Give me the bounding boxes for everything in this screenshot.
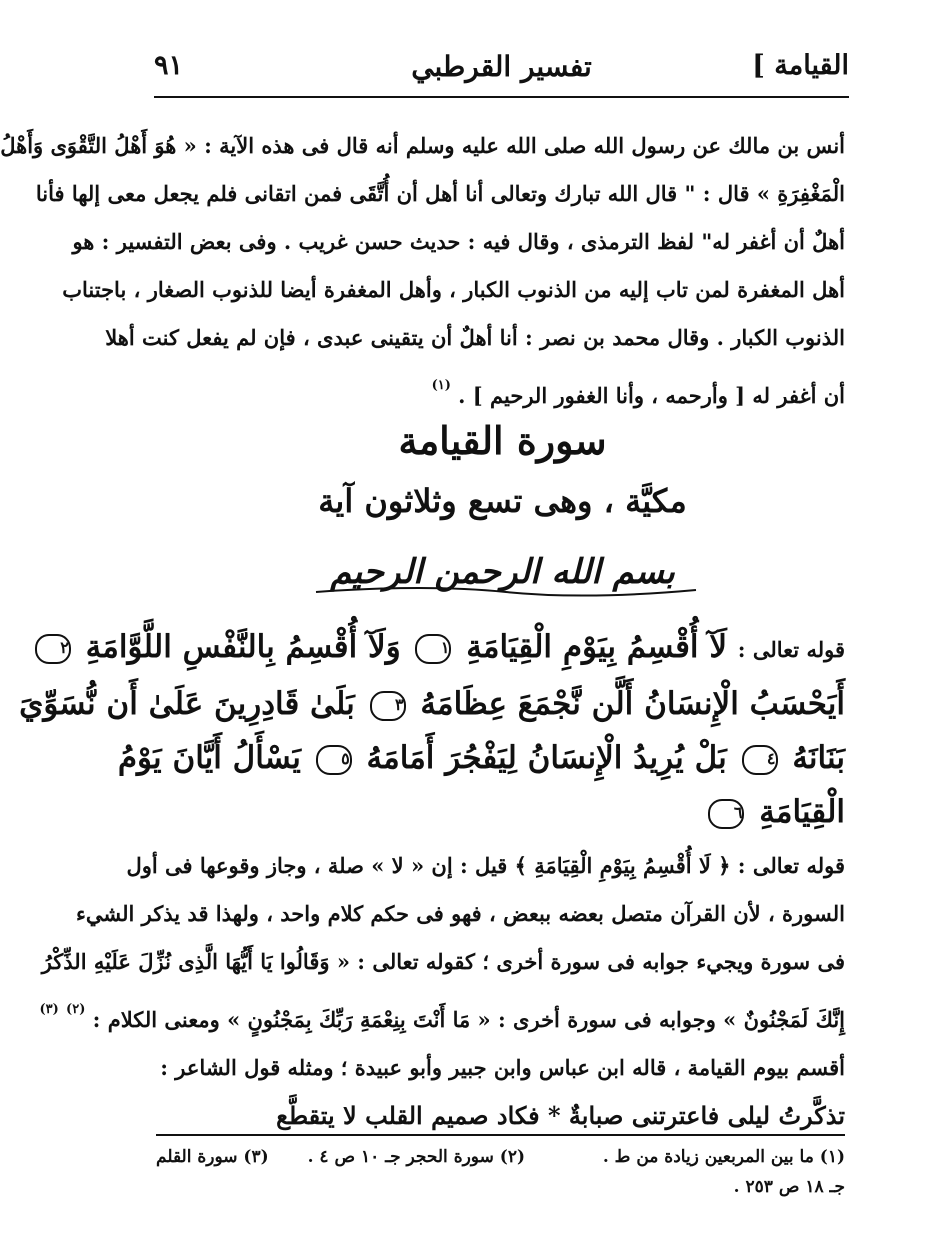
top-paragraph (0, 122, 845, 420)
ayah-marker: ٣ (370, 691, 406, 721)
text-line-content: إِنَّكَ لَمَجْنُونٌ » وجوابه فى سورة أخرى : « مَا أَنْتَ بِنِعْمَةِ رَبِّكَ بِمَجْنُونٍ » ومعنى الكلام : (92, 1007, 845, 1032)
text-line-content: أن أغفر له [ وأرحمه ، وأنا الغفور الرحيم ] . (458, 383, 845, 408)
footnote-ref: (١) (431, 378, 451, 393)
verse-text: الْقِيَامَةِ (759, 794, 845, 830)
page-number: ٩١ (154, 50, 184, 81)
verse-line (117, 731, 845, 785)
text-line: الذنوب الكبار . وقال محمد بن نصر : أنا أهلٌ أن يتقينى عبدى ، فإن لم يفعل كنت أهلا (105, 325, 845, 350)
footnote-2: (٢) سورة الحجر جـ ١٠ ص ٤ . (307, 1147, 525, 1167)
verse-text: أَيَحْسَبُ الْإِنسَانُ أَلَّن نَّجْمَعَ عِظَامَهُ (420, 686, 845, 722)
header-surah-name: القيامة ] (752, 50, 849, 81)
verse-text: بَلَىٰ قَادِرِينَ عَلَىٰ أَن نُّسَوِّيَ (19, 686, 355, 722)
header-rule (154, 96, 849, 98)
footnote-row (156, 1142, 845, 1172)
basmala: بسم الله الرحمن الرحيم (330, 552, 675, 592)
verse-block (19, 620, 845, 839)
verse-text: لَآ أُقْسِمُ بِيَوْمِ الْقِيَامَةِ (466, 629, 727, 665)
verse-text: بَلْ يُرِيدُ الْإِنسَانُ لِيَفْجُرَ أَمَامَهُ (366, 740, 727, 776)
verse-line (160, 785, 845, 839)
running-header (154, 44, 849, 90)
commentary-paragraph (39, 842, 845, 1140)
verse-text: بَنَانَهُ (792, 740, 845, 776)
text-line: أقسم بيوم القيامة ، قاله ابن عباس وابن جبير وأبو عبيدة ؛ ومثله قول الشاعر : (160, 1055, 845, 1080)
text-line (39, 986, 845, 1044)
footnotes (156, 1142, 845, 1202)
text-line: السورة ، لأن القرآن متصل بعضه ببعض ، فهو فى حكم كلام واحد ، ولهذا قد يذكر الشيء (76, 901, 845, 926)
footnote-3: (٣) سورة القلم (156, 1147, 269, 1167)
verse-line (60, 620, 845, 677)
footnote-3-continuation: جـ ١٨ ص ٢٥٣ . (733, 1177, 845, 1197)
footnote-rule (156, 1134, 845, 1136)
ayah-marker: ٤ (742, 745, 778, 775)
text-line: أهل المغفرة لمن تاب إليه من الذنوب الكبار ، وأهل المغفرة أيضا للذنوب الصغار ، باجتناب (62, 277, 845, 302)
verse-intro: قوله تعالى : (737, 637, 845, 662)
text-line (156, 362, 845, 420)
header-book-title: تفسير القرطبي (411, 50, 592, 83)
text-line: فى سورة ويجيء جوابه فى سورة أخرى ؛ كقوله تعالى : « وَقَالُوا يَا أَيُّهَا الَّذِى نُزِّلَ عَلَيْهِ الذِّكْرُ (41, 949, 845, 974)
footnote-row (156, 1172, 845, 1202)
text-line: الْمَغْفِرَةِ » قال : " قال الله تبارك وتعالى أنا أهل أن أُتَّقَى فمن اتقانى فلم يجعل معى إلها فأنا (35, 181, 845, 206)
poetry-verse: تذكَّرتُ ليلى فاعترتنى صبابةٌ * فكاد صميم القلب لا يتقطَّع (276, 1101, 845, 1130)
text-line: قوله تعالى : ﴿ لَا أُقْسِمُ بِيَوْمِ الْقِيَامَةِ ﴾ قيل : إن « لا » صلة ، وجاز وقوعها فى أول (126, 853, 845, 878)
verse-text: وَلَآ أُقْسِمُ بِالنَّفْسِ اللَّوَّامَةِ (85, 629, 401, 665)
footnote-ref: (٣) (39, 1002, 59, 1017)
footnote-1: (١) ما بين المربعين زيادة من ط . (602, 1147, 845, 1167)
ayah-marker: ٥ (316, 745, 352, 775)
footnote-ref: (٢) (66, 1002, 86, 1017)
ayah-marker: ٢ (35, 634, 71, 664)
verse-text: يَسْأَلُ أَيَّانَ يَوْمُ (117, 740, 301, 776)
text-line: أهلٌ أن أغفر له" لفظ الترمذى ، وقال فيه : حديث حسن غريب . وفى بعض التفسير : هو (72, 229, 845, 254)
surah-title: سورة القيامة (398, 418, 607, 463)
ayah-marker: ٦ (708, 799, 744, 829)
ayah-marker: ١ (415, 634, 451, 664)
text-line: أنس بن مالك عن رسول الله صلى الله عليه وسلم أنه قال فى هذه الآية : « هُوَ أَهْلُ التَّقْوَى وَأَهْلُ (0, 133, 845, 158)
verse-line (19, 677, 845, 731)
surah-subtitle: مكيَّة ، وهى تسع وثلاثون آية (318, 482, 687, 520)
basmala-flourish (306, 580, 706, 600)
